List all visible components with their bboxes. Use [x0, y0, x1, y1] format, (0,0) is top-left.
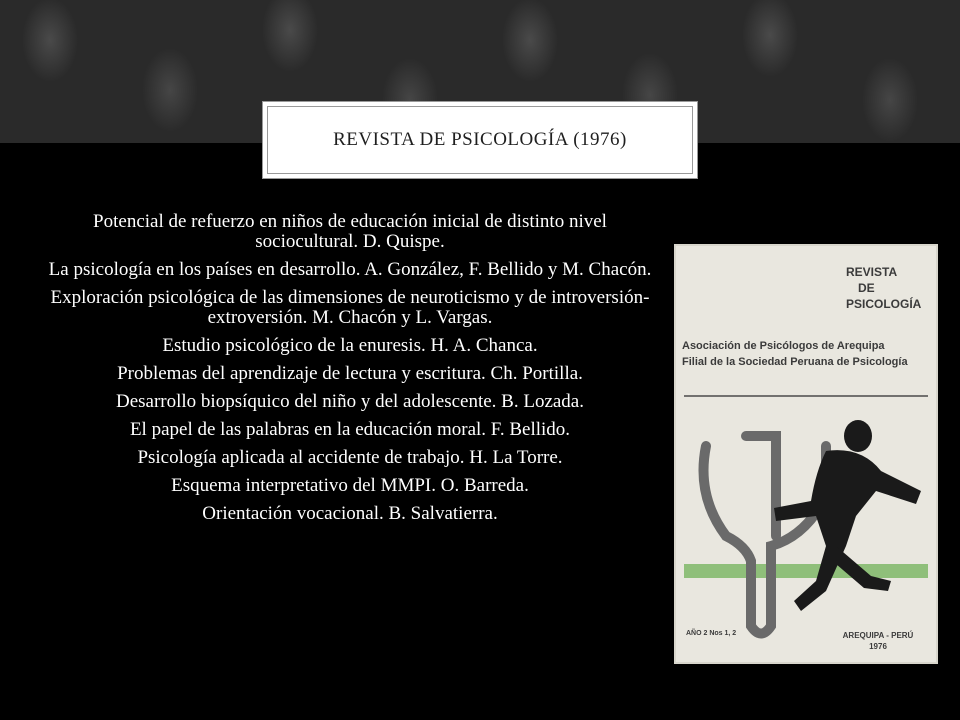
cover-title-line: DE — [858, 281, 875, 295]
cover-place-text: AREQUIPA - PERÚ — [842, 631, 914, 640]
article-item: Desarrollo biopsíquico del niño y del adolescente. B. Lozada. — [115, 391, 584, 412]
cover-green-bar — [684, 564, 928, 578]
cover-title-line: PSICOLOGÍA — [846, 297, 922, 311]
article-item: Exploración psicológica de las dimensiones de neuroticismo y de introversión-extroversión. M. Chacón y L. Vargas. — [50, 287, 650, 328]
article-item: Problemas del aprendizaje de lectura y escritura. Ch. Portilla. — [117, 363, 583, 384]
article-item: Esquema interpretativo del MMPI. O. Barreda. — [171, 475, 529, 496]
slide-title-box — [262, 101, 698, 179]
article-item: La psicología en los países en desarrollo. A. González, F. Bellido y M. Chacón. — [48, 259, 652, 280]
article-list — [40, 212, 660, 532]
article-item: Potencial de refuerzo en niños de educación inicial de distinto nivel sociocultural. D. Quispe. — [93, 211, 607, 252]
article-item: El papel de las palabras en la educación moral. F. Bellido. — [129, 419, 571, 440]
cover-org-line: Asociación de Psicólogos de Arequipa — [682, 340, 885, 352]
cover-title-line: REVISTA — [846, 265, 898, 279]
journal-cover-image — [674, 244, 938, 664]
running-figure — [774, 420, 921, 611]
cover-organization — [682, 338, 936, 370]
cover-title — [846, 264, 936, 312]
article-item: Psicología aplicada al accidente de trabajo. H. La Torre. — [137, 447, 563, 468]
cover-place — [838, 630, 918, 652]
article-item: Estudio psicológico de la enuresis. H. A. Chanca. — [162, 335, 538, 356]
cover-issue: AÑO 2 Nos 1, 2 — [686, 630, 737, 637]
article-item: Orientación vocacional. B. Salvatierra. — [202, 503, 498, 524]
cover-org-line: Filial de la Sociedad Peruana de Psicología — [682, 356, 908, 368]
slide-title: REVISTA DE PSICOLOGÍA (1976) — [333, 129, 627, 150]
cover-year: 1976 — [869, 642, 887, 651]
